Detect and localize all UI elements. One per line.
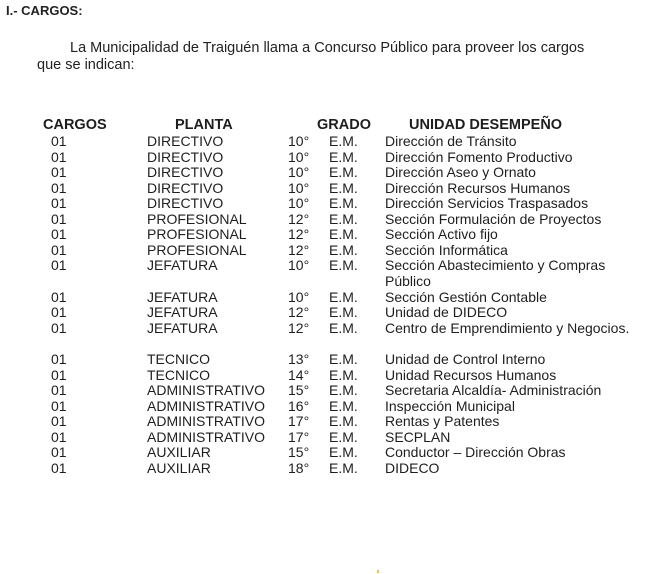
unidad-cell: Dirección Aseo y Ornato bbox=[385, 164, 536, 180]
unidad-cell: Unidad de DIDECO bbox=[385, 304, 508, 320]
grado-cell: 12° bbox=[288, 319, 310, 336]
em-cell: E.M. bbox=[329, 397, 358, 414]
cargo-cell: 01 bbox=[51, 133, 67, 149]
table-row bbox=[0, 165, 661, 181]
planta-cell: PROFESIONAL bbox=[147, 241, 247, 258]
em-cell: E.M. bbox=[329, 459, 358, 476]
table-row bbox=[0, 305, 661, 321]
header-planta: PLANTA bbox=[175, 117, 233, 133]
cargo-cell: 01 bbox=[51, 366, 67, 383]
grado-cell: 18° bbox=[288, 459, 310, 476]
header-unidad-desempeno: UNIDAD DESEMPEÑO bbox=[409, 117, 563, 133]
header-grado: GRADO bbox=[317, 117, 371, 133]
unidad-cell: Dirección Fomento Productivo bbox=[385, 148, 573, 165]
planta-cell: TECNICO bbox=[147, 366, 210, 383]
grado-cell: 15° bbox=[288, 444, 310, 460]
table-row bbox=[0, 212, 661, 228]
section-heading: I.- CARGOS: bbox=[6, 3, 83, 18]
grado-cell: 10° bbox=[288, 288, 310, 305]
em-cell: E.M. bbox=[329, 179, 358, 196]
cargo-cell: 01 bbox=[51, 444, 67, 460]
em-cell: E.M. bbox=[329, 304, 358, 320]
unidad-cell: SECPLAN bbox=[385, 428, 451, 445]
table-row bbox=[0, 181, 661, 197]
em-cell: E.M. bbox=[329, 257, 358, 273]
unidad-cell: DIDECO bbox=[385, 459, 440, 476]
grado-cell: 10° bbox=[288, 257, 310, 273]
cargo-cell: 01 bbox=[51, 397, 67, 414]
cargo-cell: 01 bbox=[51, 164, 67, 180]
em-cell: E.M. bbox=[329, 195, 358, 211]
table-row bbox=[0, 227, 661, 243]
grado-cell: 10° bbox=[288, 148, 310, 165]
cargo-cell: 01 bbox=[51, 195, 67, 211]
grado-cell: 13° bbox=[288, 351, 310, 367]
cargo-cell: 01 bbox=[51, 459, 67, 476]
table-row bbox=[0, 368, 661, 384]
em-cell: E.M. bbox=[329, 351, 358, 367]
em-cell: E.M. bbox=[329, 366, 358, 383]
cargo-cell: 01 bbox=[51, 304, 67, 320]
intro-paragraph bbox=[37, 40, 637, 74]
table-row bbox=[0, 430, 661, 446]
em-cell: E.M. bbox=[329, 210, 358, 227]
planta-cell: DIRECTIVO bbox=[147, 148, 224, 165]
unidad-cell: Sección Abastecimiento y Compras Público bbox=[385, 257, 606, 289]
planta-cell: ADMINISTRATIVO bbox=[147, 428, 265, 445]
table-row bbox=[0, 134, 661, 150]
planta-cell: ADMINISTRATIVO bbox=[147, 382, 265, 398]
table-row bbox=[0, 196, 661, 212]
unidad-cell: Rentas y Patentes bbox=[385, 413, 500, 429]
cargo-cell: 01 bbox=[51, 351, 67, 367]
unidad-cell: Sección Formulación de Proyectos bbox=[385, 210, 602, 227]
table-row bbox=[0, 150, 661, 166]
table-row bbox=[0, 399, 661, 415]
grado-cell: 10° bbox=[288, 164, 310, 180]
em-cell: E.M. bbox=[329, 288, 358, 305]
cargo-cell: 01 bbox=[51, 382, 67, 398]
em-cell: E.M. bbox=[329, 164, 358, 180]
cargo-cell: 01 bbox=[51, 428, 67, 445]
grado-cell: 10° bbox=[288, 179, 310, 196]
scan-speck bbox=[377, 570, 379, 573]
planta-cell: DIRECTIVO bbox=[147, 133, 224, 149]
em-cell: E.M. bbox=[329, 319, 358, 336]
em-cell: E.M. bbox=[329, 444, 358, 460]
table-row bbox=[0, 258, 661, 290]
planta-cell: DIRECTIVO bbox=[147, 164, 224, 180]
unidad-cell: Dirección Servicios Traspasados bbox=[385, 195, 589, 211]
cargo-cell: 01 bbox=[51, 241, 67, 258]
grado-cell: 14° bbox=[288, 366, 310, 383]
planta-cell: JEFATURA bbox=[147, 257, 218, 273]
grado-cell: 17° bbox=[288, 413, 310, 429]
planta-cell: DIRECTIVO bbox=[147, 179, 224, 196]
grado-cell: 12° bbox=[288, 226, 310, 242]
em-cell: E.M. bbox=[329, 382, 358, 398]
unidad-cell: Dirección Recursos Humanos bbox=[385, 179, 571, 196]
planta-cell: ADMINISTRATIVO bbox=[147, 397, 265, 414]
table-row bbox=[0, 461, 661, 477]
em-cell: E.M. bbox=[329, 226, 358, 242]
grado-cell: 10° bbox=[288, 133, 310, 149]
table-row bbox=[0, 243, 661, 259]
em-cell: E.M. bbox=[329, 428, 358, 445]
planta-cell: JEFATURA bbox=[147, 319, 218, 336]
cargo-cell: 01 bbox=[51, 226, 67, 242]
unidad-cell: Conductor – Dirección Obras bbox=[385, 444, 566, 460]
unidad-cell: Sección Gestión Contable bbox=[385, 288, 547, 305]
grado-cell: 12° bbox=[288, 210, 310, 227]
header-cargos: CARGOS bbox=[43, 117, 107, 133]
table-row bbox=[0, 352, 661, 368]
em-cell: E.M. bbox=[329, 241, 358, 258]
planta-cell: ADMINISTRATIVO bbox=[147, 413, 265, 429]
cargo-cell: 01 bbox=[51, 257, 67, 273]
cargo-cell: 01 bbox=[51, 148, 67, 165]
table-row bbox=[0, 383, 661, 399]
cargo-cell: 01 bbox=[51, 210, 67, 227]
cargo-cell: 01 bbox=[51, 319, 67, 336]
em-cell: E.M. bbox=[329, 148, 358, 165]
grado-cell: 10° bbox=[288, 195, 310, 211]
table-row bbox=[0, 290, 661, 306]
unidad-cell: Secretaria Alcaldía- Administración bbox=[385, 382, 602, 398]
unidad-cell: Sección Informática bbox=[385, 241, 508, 258]
intro-line-2: que se indican: bbox=[37, 57, 135, 73]
grado-cell: 16° bbox=[288, 397, 310, 414]
table-row bbox=[0, 414, 661, 430]
cargo-cell: 01 bbox=[51, 288, 67, 305]
planta-cell: AUXILIAR bbox=[147, 444, 211, 460]
planta-cell: JEFATURA bbox=[147, 304, 218, 320]
table-row bbox=[0, 321, 661, 353]
planta-cell: JEFATURA bbox=[147, 288, 218, 305]
em-cell: E.M. bbox=[329, 133, 358, 149]
intro-line-1: La Municipalidad de Traiguén llama a Concurso Público para proveer los cargos bbox=[70, 40, 585, 56]
grado-cell: 17° bbox=[288, 428, 310, 445]
cargos-table bbox=[0, 134, 661, 476]
unidad-cell: Sección Activo fijo bbox=[385, 226, 498, 242]
planta-cell: AUXILIAR bbox=[147, 459, 211, 476]
planta-cell: TECNICO bbox=[147, 351, 210, 367]
em-cell: E.M. bbox=[329, 413, 358, 429]
unidad-cell: Dirección de Tránsito bbox=[385, 133, 517, 149]
unidad-cell: Inspección Municipal bbox=[385, 397, 515, 414]
table-row bbox=[0, 445, 661, 461]
grado-cell: 12° bbox=[288, 241, 310, 258]
unidad-cell: Unidad Recursos Humanos bbox=[385, 366, 557, 383]
cargo-cell: 01 bbox=[51, 179, 67, 196]
grado-cell: 15° bbox=[288, 382, 310, 398]
unidad-cell: Unidad de Control Interno bbox=[385, 351, 546, 367]
planta-cell: PROFESIONAL bbox=[147, 226, 247, 242]
cargo-cell: 01 bbox=[51, 413, 67, 429]
planta-cell: DIRECTIVO bbox=[147, 195, 224, 211]
planta-cell: PROFESIONAL bbox=[147, 210, 247, 227]
unidad-cell: Centro de Emprendimiento y Negocios. bbox=[385, 319, 630, 336]
grado-cell: 12° bbox=[288, 304, 310, 320]
